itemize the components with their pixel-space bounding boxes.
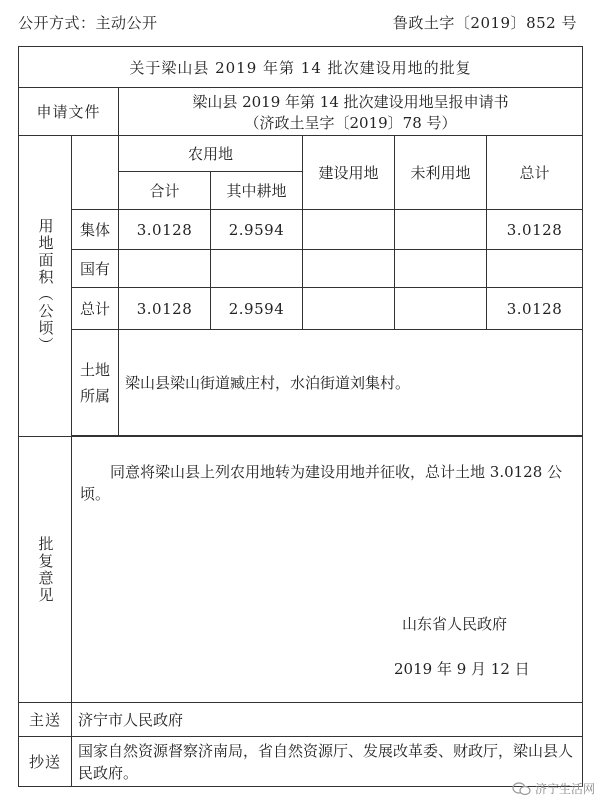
col-agri-subtotal-header: 合计 [119,172,211,210]
application-file-line2: （济政土呈字〔2019〕78 号） [244,113,457,132]
col-total-header: 总计 [487,136,583,210]
land-location-label-text: 土地所属 [79,360,110,405]
approval-document-table [18,46,583,787]
application-file [119,88,583,136]
unused-cell [395,288,487,330]
table-row [19,250,583,288]
document-title: 关于梁山县 2019 年第 14 批次建设用地的批复 [19,47,583,88]
total-cell: 3.0128 [487,288,583,330]
main-recipient-label: 主送 [19,703,72,737]
row-label: 国有 [72,250,119,288]
approval-label-text: 批复意见 [36,535,55,604]
table-row [19,210,583,250]
construction-cell [303,288,395,330]
total-cell [487,250,583,288]
application-file-line1: 梁山县 2019 年第 14 批次建设用地呈报申请书 [192,92,509,111]
land-location-label [72,330,119,436]
col-construction-header: 建设用地 [303,136,395,210]
construction-cell [303,210,395,250]
farmland-cell: 2.9594 [211,288,303,330]
approval-label [19,437,72,703]
document-number: 鲁政土字〔2019〕852 号 [392,14,577,32]
disclosure-method: 公开方式：主动公开 [18,14,158,32]
agri-total-cell [119,250,211,288]
construction-cell [303,250,395,288]
cc-value: 国家自然资源督察济南局，省自然资源厅、发展改革委、财政厅，梁山县人民政府。 [72,737,583,787]
land-area-label-text: 用地面积（公顷） [36,218,55,354]
application-label: 申请文件 [19,88,119,136]
approval-text: 同意将梁山县上列农用地转为建设用地并征收，总计土地 3.0128 公顷。 [80,463,563,503]
table-row [19,288,583,330]
wechat-icon [512,782,532,796]
blank-corner-cell [72,136,119,210]
col-farmland-header: 其中耕地 [211,172,303,210]
row-label: 集体 [72,210,119,250]
cc-label: 抄送 [19,737,72,787]
approval-date: 2019 年 9 月 12 日 [394,660,530,678]
watermark [512,780,595,797]
row-label: 总计 [72,288,119,330]
total-cell: 3.0128 [487,210,583,250]
farmland-cell: 2.9594 [211,210,303,250]
agri-total-cell: 3.0128 [119,288,211,330]
unused-cell [395,210,487,250]
land-area-label [19,136,72,437]
agri-total-cell: 3.0128 [119,210,211,250]
unused-cell [395,250,487,288]
main-recipient-value: 济宁市人民政府 [72,703,583,737]
col-agri-header: 农用地 [119,136,303,172]
approval-signer: 山东省人民政府 [402,615,508,633]
farmland-cell [211,250,303,288]
land-location-value: 梁山县梁山街道臧庄村，水泊街道刘集村。 [119,330,583,436]
approval-opinion [72,437,583,703]
col-unused-header: 未利用地 [395,136,487,210]
watermark-text: 济宁生活网 [534,782,595,796]
